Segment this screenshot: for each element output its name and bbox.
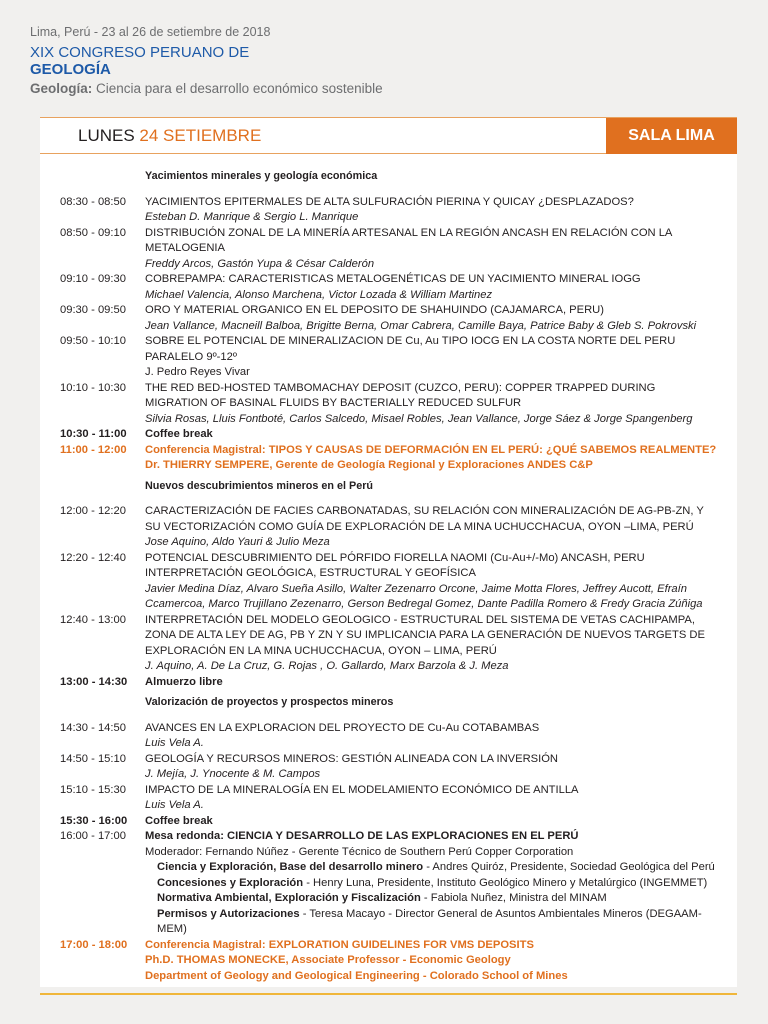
- event-location-date: Lima, Perú - 23 al 26 de setiembre de 2018: [30, 25, 271, 39]
- tagline-rest: Ciencia para el desarrollo económico sostenible: [92, 81, 383, 96]
- schedule-list: [60, 164, 720, 984]
- talk-row: [60, 783, 720, 814]
- talk-title: COBREPAMPA: CARACTERISTICAS METALOGENÉTICAS DE UN YACIMIENTO MINERAL IOGG: [145, 273, 641, 285]
- day-date: 24 SETIEMBRE: [139, 126, 262, 145]
- break-time: 15:30 - 16:00: [60, 814, 128, 827]
- talk-time: 09:10 - 09:30: [60, 273, 126, 285]
- event-tagline: [30, 80, 383, 98]
- talk-authors: Jose Aquino, Aldo Yauri & Julio Meza: [145, 536, 330, 548]
- talk-authors: Luis Vela A.: [145, 799, 204, 811]
- talk-title: GEOLOGÍA Y RECURSOS MINEROS: GESTIÓN ALINEADA CON LA INVERSIÓN: [145, 752, 559, 765]
- talk-authors: J. Aquino, A. De La Cruz, G. Rojas , O. Gallardo, Marx Barzola & J. Meza: [145, 660, 509, 672]
- panelist: [145, 860, 720, 876]
- break-label: Coffee break: [145, 428, 213, 440]
- keynote-affiliation: Department of Geology and Geological Engineering - Colorado School of Mines: [145, 969, 568, 982]
- break-row: [60, 814, 720, 830]
- keynote-time: 17:00 - 18:00: [60, 938, 128, 951]
- roundtable-title: Mesa redonda: CIENCIA Y DESARROLLO DE LAS EXPLORACIONES EN EL PERÚ: [145, 830, 579, 842]
- day-header: [40, 118, 606, 154]
- talk-time: 12:40 - 13:00: [60, 613, 126, 626]
- talk-time: 09:50 - 10:10: [60, 335, 126, 347]
- talk-time: 08:30 - 08:50: [60, 195, 126, 208]
- talk-title: DISTRIBUCIÓN ZONAL DE LA MINERÍA ARTESANAL EN LA REGIÓN ANCASH EN RELACIÓN CON LA METALOGENIA: [145, 226, 672, 254]
- panel-topic: Ciencia y Exploración, Base del desarrollo minero: [157, 861, 424, 873]
- schedule-card: [40, 117, 737, 987]
- section-title: Valorización de proyectos y prospectos mineros: [145, 696, 394, 708]
- tagline-bold: Geología:: [30, 81, 93, 96]
- footer-rule: [40, 993, 737, 995]
- break-time: 10:30 - 11:00: [60, 428, 127, 440]
- talk-title: ORO Y MATERIAL ORGANICO EN EL DEPOSITO DE SHAHUINDO (CAJAMARCA, PERU): [145, 304, 604, 316]
- talk-title: IMPACTO DE LA MINERALOGÍA EN EL MODELAMIENTO ECONÓMICO DE ANTILLA: [145, 783, 579, 796]
- talk-authors: Esteban D. Manrique & Sergio L. Manrique: [145, 211, 359, 223]
- talk-title: CARACTERIZACIÓN DE FACIES CARBONATADAS, SU RELACIÓN CON MINERALIZACIÓN DE AG-PB-ZN, Y SU VECTORIZACIÓN COMO GUÍA DE EXPLORACIÓN DE LA MINA UCHUCCHACUA, OYON –LIMA, PERÚ: [145, 505, 704, 533]
- room-badge: SALA LIMA: [606, 118, 737, 154]
- talk-authors: Javier Medina Díaz, Alvaro Sueña Asillo, Walter Zezenarro Orcone, Jaime Motta Flores, Jeffrey Aucott, Efraín Ccamercoa, Marco Trujillano Zezenarro, Gerson Bedregal Gomez, Dante Padilla Romero & Fredy Gracia Zúñiga: [145, 582, 703, 610]
- keynote-time: 11:00 - 12:00: [60, 443, 127, 456]
- section-title: Nuevos descubrimientos mineros en el Perú: [145, 479, 374, 492]
- talk-authors: Jean Vallance, Macneill Balboa, Brigitte Berna, Omar Cabrera, Camille Baya, Patrice Baby & Gleb S. Pokrovski: [145, 319, 697, 332]
- talk-authors: Luis Vela A.: [145, 737, 204, 749]
- panel-person: - Henry Luna, Presidente, Instituto Geológico Minero y Metalúrgico (INGEMMET): [303, 876, 708, 889]
- panelist: [145, 876, 720, 892]
- break-row: [60, 427, 720, 443]
- break-label: Coffee break: [145, 814, 213, 827]
- day-label: LUNES: [78, 126, 140, 145]
- panel-person: - Andres Quiróz, Presidente, Sociedad Geológica del Perú: [423, 861, 715, 873]
- talk-time: 12:00 - 12:20: [60, 505, 126, 517]
- talk-row: [60, 551, 720, 613]
- talk-row: [60, 272, 720, 303]
- panel-topic: Permisos y Autorizaciones: [157, 907, 300, 920]
- panelist: [145, 907, 720, 938]
- talk-time: 14:50 - 15:10: [60, 752, 126, 765]
- event-geology-title: GEOLOGÍA: [30, 61, 111, 78]
- break-row: [60, 675, 720, 691]
- talk-title: POTENCIAL DESCUBRIMIENTO DEL PÓRFIDO FIORELLA NAOMI (Cu-Au+/-Mo) ANCASH, PERU INTERPRETACIÓN GEOLÓGICA, ESTRUCTURAL Y GEOFÍSICA: [145, 551, 645, 579]
- talk-time: 10:10 - 10:30: [60, 381, 126, 394]
- panel-person: - Teresa Macayo - Director General de Asuntos Ambientales Mineros (DEGAAM-MEM): [157, 907, 702, 935]
- panel-topic: Normativa Ambiental, Exploración y Fiscalización: [157, 892, 421, 904]
- talk-time: 08:50 - 09:10: [60, 226, 126, 239]
- talk-authors: J. Mejía, J. Ynocente & M. Campos: [145, 768, 321, 780]
- break-time: 13:00 - 14:30: [60, 675, 128, 688]
- talk-row: [60, 226, 720, 273]
- roundtable-row: [60, 829, 720, 938]
- talk-title: YACIMIENTOS EPITERMALES DE ALTA SULFURACIÓN PIERINA Y QUICAY ¿DESPLAZADOS?: [145, 195, 634, 208]
- roundtable-time: 16:00 - 17:00: [60, 830, 126, 842]
- talk-row: [60, 303, 720, 334]
- talk-authors: Michael Valencia, Alonso Marchena, Victor Lozada & William Martinez: [145, 288, 493, 301]
- talk-authors: Freddy Arcos, Gastón Yupa & César Calderón: [145, 257, 375, 270]
- talk-row: [60, 504, 720, 551]
- panel-person: - Fabiola Nuñez, Ministra del MINAM: [420, 892, 607, 904]
- talk-row: [60, 613, 720, 675]
- panel-topic: Concesiones y Exploración: [157, 876, 304, 889]
- roundtable-moderator: Moderador: Fernando Núñez - Gerente Técnico de Southern Perú Copper Corporation: [145, 845, 574, 858]
- keynote-speaker: Dr. THIERRY SEMPERE, Gerente de Geología Regional y Exploraciones ANDES C&P: [145, 459, 593, 471]
- keynote-speaker: Ph.D. THOMAS MONECKE, Associate Professor - Economic Geology: [145, 954, 511, 966]
- keynote-row: [60, 443, 720, 474]
- talk-row: [60, 721, 720, 752]
- event-congress-name: XIX CONGRESO PERUANO DE: [30, 44, 250, 61]
- talk-authors: Silvia Rosas, Lluis Fontboté, Carlos Salcedo, Misael Robles, Jean Vallance, Jorge Sáez & Jorge Spangenberg: [145, 412, 693, 425]
- event-header: [30, 24, 383, 98]
- keynote-title: Conferencia Magistral: TIPOS Y CAUSAS DE DEFORMACIÓN EN EL PERÚ: ¿QUÉ SABEMOS REALMENTE?: [145, 443, 717, 456]
- section-title: Yacimientos minerales y geología económica: [145, 170, 378, 182]
- talk-row: [60, 195, 720, 226]
- talk-time: 09:30 - 09:50: [60, 304, 126, 316]
- talk-row: [60, 752, 720, 783]
- talk-row: [60, 381, 720, 428]
- panelist: [145, 891, 720, 907]
- break-label: Almuerzo libre: [145, 675, 223, 688]
- talk-row: [60, 334, 720, 381]
- talk-title: AVANCES EN LA EXPLORACION DEL PROYECTO DE Cu-Au COTABAMBAS: [145, 721, 540, 734]
- keynote-title: Conferencia Magistral: EXPLORATION GUIDELINES FOR VMS DEPOSITS: [145, 938, 534, 951]
- talk-time: 15:10 - 15:30: [60, 783, 126, 796]
- talk-time: 14:30 - 14:50: [60, 721, 126, 734]
- talk-title: SOBRE EL POTENCIAL DE MINERALIZACION DE Cu, Au TIPO IOCG EN LA COSTA NORTE DEL PERU PARALELO 9º-12º: [145, 335, 676, 363]
- talk-time: 12:20 - 12:40: [60, 551, 126, 564]
- talk-title: THE RED BED-HOSTED TAMBOMACHAY DEPOSIT (CUZCO, PERU): COPPER TRAPPED DURING MIGRATION OF BASINAL FLUIDS BY BACTERIALLY REDUCED SULFUR: [145, 381, 656, 409]
- keynote-row: [60, 938, 720, 985]
- talk-title: INTERPRETACIÓN DEL MODELO GEOLOGICO - ESTRUCTURAL DEL SISTEMA DE VETAS CACHIPAMPA, ZONA DE ALTA LEY DE AG, PB Y ZN Y SU IMPLICANCIA PARA LA GENERACIÓN DE NUEVOS TARGETS DE EXPLORACIÓN EN LA MINA UCHUCCHACUA, OYON – LIMA, PERÚ: [145, 613, 705, 657]
- talk-authors: J. Pedro Reyes Vivar: [145, 366, 250, 378]
